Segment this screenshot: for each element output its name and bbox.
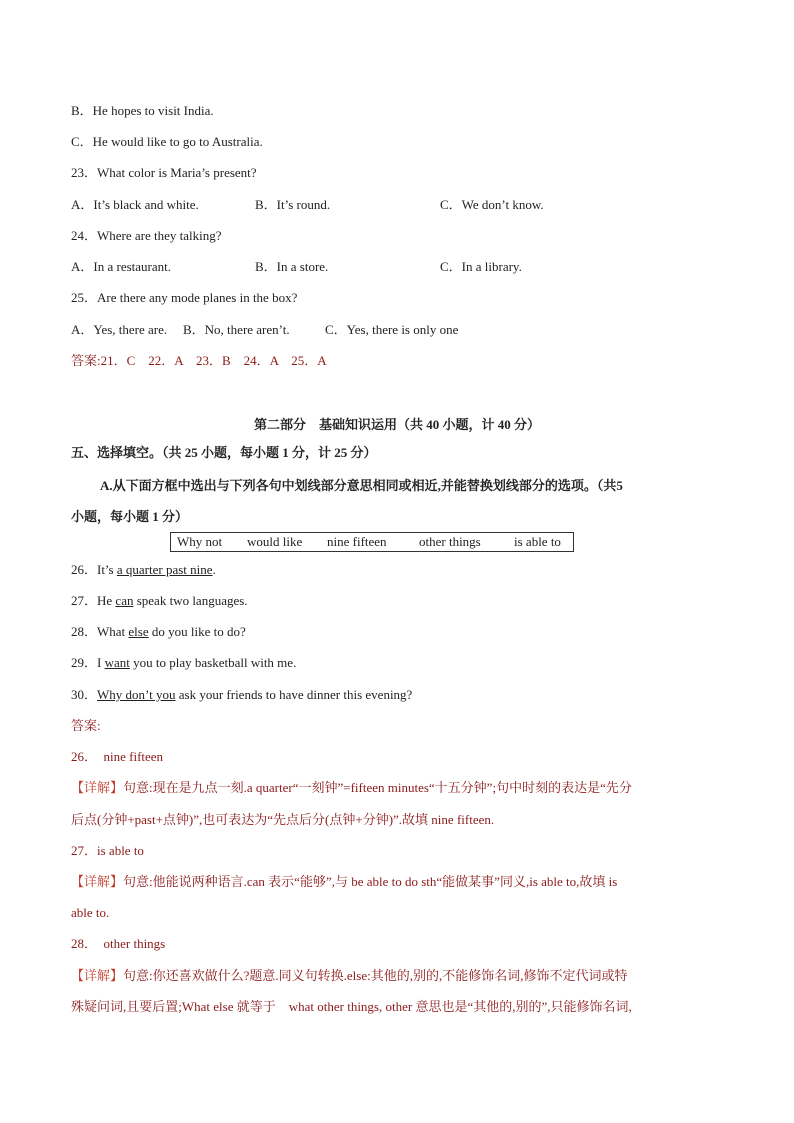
word-box-item: would like bbox=[247, 534, 303, 549]
q24-option-c: C．In a library. bbox=[440, 259, 522, 274]
detail-tag: 【详解】 bbox=[71, 874, 124, 889]
word-box bbox=[170, 532, 574, 552]
q24-option-b: B．In a store. bbox=[255, 259, 329, 274]
q26-underlined: a quarter past nine bbox=[116, 562, 213, 577]
q26: 26．It’s a quarter past nine. bbox=[71, 562, 216, 577]
answer-27-head: 27．is able to bbox=[71, 843, 144, 858]
q22-option-b: B．He hopes to visit India. bbox=[71, 103, 214, 118]
q27-underlined: can bbox=[115, 593, 134, 608]
q28-underlined: else bbox=[128, 624, 149, 639]
answer-label: 答案: bbox=[71, 718, 101, 733]
answer-26-explanation-1: 【详解】句意:现在是九点一刻.a quarter“一刻钟”=fifteen minutes“十五分钟”;句中时刻的表达是“先分 bbox=[71, 780, 632, 795]
q25-option-c: C．Yes, there is only one bbox=[325, 322, 459, 337]
answer-27-explanation-1: 【详解】句意:他能说两种语言.can 表示“能够”,与 be able to do sth“能做某事”同义,is able to,故填 is bbox=[71, 874, 618, 889]
q25-option-b: B．No, there aren’t. bbox=[183, 322, 290, 337]
word-box-item: is able to bbox=[514, 534, 561, 549]
q23-stem: 23．What color is Maria’s present? bbox=[71, 165, 257, 180]
q30: 30．Why don’t you ask your friends to have dinner this evening? bbox=[71, 687, 413, 702]
answer-28-explanation-1: 【详解】句意:你还喜欢做什么?题意.同义句转换.else:其他的,别的,不能修饰名词,修饰不定代词或特 bbox=[71, 968, 628, 983]
q30-underlined: Why don’t you bbox=[97, 687, 176, 702]
answer-28-explanation-2: 殊疑问词,且要后置;What else 就等于 what other things, other 意思也是“其他的,别的”,只能修饰名词, bbox=[71, 999, 632, 1014]
q23-option-c: C．We don’t know. bbox=[440, 197, 544, 212]
word-box-item: other things bbox=[419, 534, 481, 549]
q29: 29．I want you to play basketball with me. bbox=[71, 655, 297, 670]
q28: 28．What else do you like to do? bbox=[71, 624, 246, 639]
answer-key-21-25: 答案:21．C 22．A 23．B 24．A 25．A bbox=[71, 353, 327, 368]
part-heading: 第二部分 基础知识运用（共 40 小题，计 40 分） bbox=[253, 417, 540, 432]
q27: 27．He can speak two languages. bbox=[71, 593, 248, 608]
q23-option-a: A．It’s black and white. bbox=[71, 197, 199, 212]
detail-tag: 【详解】 bbox=[71, 968, 124, 983]
q25-option-a: A．Yes, there are. bbox=[71, 322, 168, 337]
q24-stem: 24．Where are they talking? bbox=[71, 228, 222, 243]
q24-option-a: A．In a restaurant. bbox=[71, 259, 171, 274]
q29-underlined: want bbox=[104, 655, 130, 670]
answer-27-explanation-2: able to. bbox=[71, 905, 110, 920]
answer-26-head: 26． nine fifteen bbox=[71, 749, 164, 764]
answer-26-explanation-2: 后点(分钟+past+点钟)”,也可表达为“先点后分(点钟+分钟)”.故填 nine fifteen. bbox=[71, 812, 495, 827]
q22-option-c: C．He would like to go to Australia. bbox=[71, 134, 263, 149]
detail-tag: 【详解】 bbox=[71, 780, 124, 795]
section-heading: 五、选择填空。（共 25 小题，每小题 1 分，计 25 分） bbox=[71, 445, 377, 460]
instruction-line-1: A.从下面方框中选出与下列各句中划线部分意思相同或相近,并能替换划线部分的选项。（共5 bbox=[100, 478, 623, 493]
instruction-line-2: 小题，每小题 1 分） bbox=[71, 509, 189, 524]
word-box-item: nine fifteen bbox=[327, 534, 387, 549]
q25-stem: 25．Are there any mode planes in the box? bbox=[71, 290, 298, 305]
word-box-item: Why not bbox=[177, 534, 223, 549]
answer-28-head: 28． other things bbox=[71, 936, 166, 951]
q23-option-b: B．It’s round. bbox=[255, 197, 331, 212]
